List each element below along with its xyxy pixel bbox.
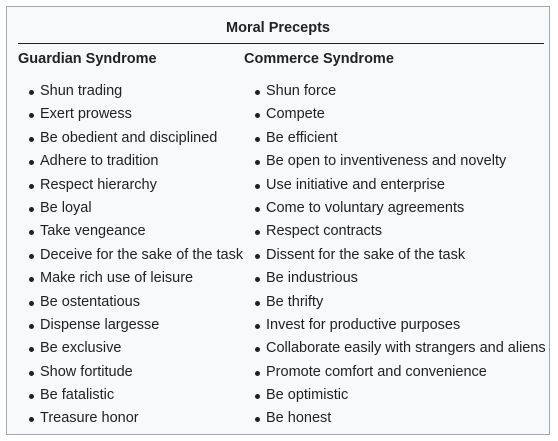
bullet-icon: [29, 417, 34, 422]
bullet-icon: [255, 417, 260, 422]
list-item: [244, 384, 549, 407]
list-item: [244, 220, 549, 243]
column-heading-commerce: Commerce Syndrome: [244, 51, 394, 67]
list-item-label: Dispense largesse: [40, 316, 160, 333]
list-item: [244, 361, 549, 384]
bullet-icon: [255, 160, 260, 165]
list-item: [244, 244, 549, 267]
table-title: Moral Precepts: [226, 20, 330, 36]
bullet-icon: [29, 347, 34, 352]
bullet-icon: [255, 371, 260, 376]
list-item: [244, 174, 549, 197]
list-item: [18, 267, 244, 290]
title-divider: [18, 43, 544, 44]
list-item-label: Be ostentatious: [40, 293, 140, 310]
bullet-icon: [29, 137, 34, 142]
list-item: [18, 127, 244, 150]
moral-precepts-table: [6, 6, 550, 435]
list-item: [18, 361, 244, 384]
list-item-label: Be industrious: [266, 270, 358, 287]
list-item-label: Use initiative and enterprise: [266, 176, 445, 193]
bullet-icon: [255, 254, 260, 259]
list-item: [18, 291, 244, 314]
list-item: [18, 244, 244, 267]
list-item-label: Take vengeance: [40, 223, 146, 240]
list-item-label: Respect hierarchy: [40, 176, 157, 193]
list-item: [244, 407, 549, 430]
list-item: [18, 314, 244, 337]
list-item: [18, 384, 244, 407]
bullet-icon: [29, 301, 34, 306]
bullet-icon: [29, 90, 34, 95]
list-item-label: Show fortitude: [40, 363, 133, 380]
list-item-label: Be optimistic: [266, 387, 349, 404]
list-item: [244, 80, 549, 103]
guardian-syndrome-column: [18, 49, 244, 431]
column-heading-guardian: Guardian Syndrome: [18, 51, 157, 67]
commerce-precepts-list: [244, 80, 549, 431]
list-item: [18, 80, 244, 103]
list-item-label: Be loyal: [40, 199, 92, 216]
bullet-icon: [255, 347, 260, 352]
list-item: [244, 150, 549, 173]
bullet-icon: [29, 371, 34, 376]
bullet-icon: [255, 137, 260, 142]
list-item-label: Compete: [266, 106, 325, 123]
bullet-icon: [29, 254, 34, 259]
list-item-label: Collaborate easily with strangers and aliens: [266, 340, 546, 357]
list-item-label: Invest for productive purposes: [266, 316, 461, 333]
bullet-icon: [29, 207, 34, 212]
commerce-syndrome-column: [244, 49, 549, 431]
bullet-icon: [255, 113, 260, 118]
list-item: [18, 220, 244, 243]
list-item: [244, 197, 549, 220]
bullet-icon: [255, 184, 260, 189]
list-item: [18, 150, 244, 173]
bullet-icon: [255, 277, 260, 282]
bullet-icon: [255, 90, 260, 95]
list-item-label: Treasure honor: [40, 410, 139, 427]
list-item: [244, 314, 549, 337]
list-item: [18, 337, 244, 360]
list-item: [18, 407, 244, 430]
list-item-label: Shun trading: [40, 83, 123, 99]
list-item-label: Be honest: [266, 410, 332, 427]
bullet-icon: [29, 394, 34, 399]
list-item: [18, 197, 244, 220]
bullet-icon: [29, 184, 34, 189]
list-item-label: Respect contracts: [266, 223, 383, 240]
list-item-label: Come to voluntary agreements: [266, 199, 465, 216]
bullet-icon: [255, 301, 260, 306]
guardian-precepts-list: [18, 80, 244, 431]
bullet-icon: [29, 277, 34, 282]
bullet-icon: [29, 113, 34, 118]
bullet-icon: [255, 324, 260, 329]
list-item-label: Promote comfort and convenience: [266, 363, 487, 380]
list-item: [244, 337, 549, 360]
list-item-label: Deceive for the sake of the task: [40, 246, 244, 263]
bullet-icon: [255, 394, 260, 399]
list-item-label: Be exclusive: [40, 340, 122, 357]
list-item: [18, 103, 244, 126]
list-item: [244, 267, 549, 290]
list-item-label: Make rich use of leisure: [40, 270, 194, 287]
list-item: [18, 174, 244, 197]
bullet-icon: [29, 324, 34, 329]
list-item-label: Be open to inventiveness and novelty: [266, 153, 507, 170]
list-item-label: Exert prowess: [40, 106, 132, 123]
bullet-icon: [255, 230, 260, 235]
list-item-label: Be efficient: [266, 129, 338, 146]
list-item-label: Adhere to tradition: [40, 153, 159, 170]
list-item: [244, 103, 549, 126]
bullet-icon: [255, 207, 260, 212]
list-item-label: Be fatalistic: [40, 387, 115, 404]
list-item: [244, 291, 549, 314]
list-item: [244, 127, 549, 150]
bullet-icon: [29, 160, 34, 165]
list-item-label: Dissent for the sake of the task: [266, 246, 466, 263]
list-item-label: Be thrifty: [266, 293, 324, 310]
list-item-label: Shun force: [266, 83, 337, 99]
bullet-icon: [29, 230, 34, 235]
list-item-label: Be obedient and disciplined: [40, 129, 218, 146]
